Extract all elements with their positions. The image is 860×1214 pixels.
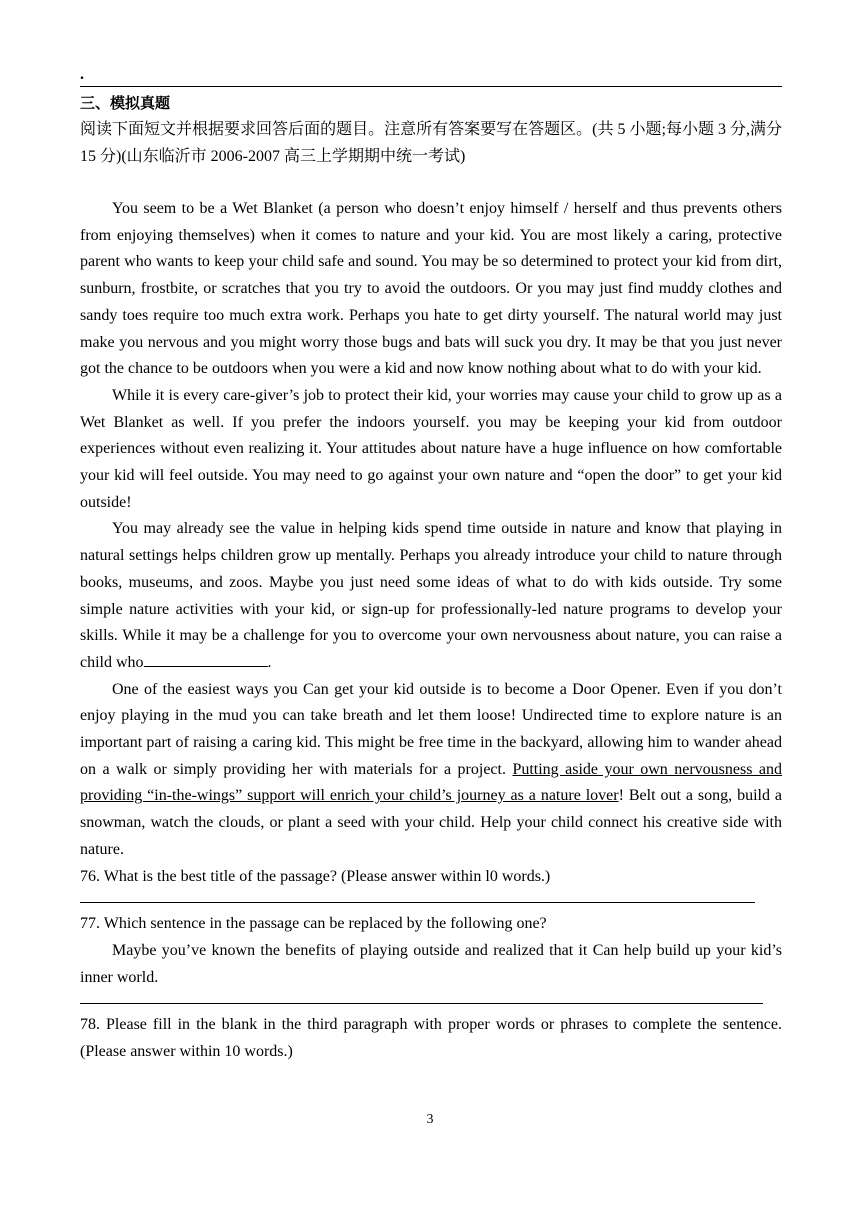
passage-paragraph-2: While it is every care-giver’s job to protect their kid, your worries may cause your child to grow up as a Wet Blanket as well. If you prefer the indoors yourself. you may be keeping your kid from outdoor experiences without even realizing it. Your attitudes about nature have a huge influence on how comfortable your kid will feel outside. You may need to go against your own nature and “open the door” to get your kid outside!: [80, 386, 782, 511]
passage-paragraph-4: [80, 677, 782, 864]
paragraph-4-text-a: One of the easiest ways you Can get your kid outside is to become a Door Opener. Even if you don’t enjoy playing in the mud you can take breath and let them loose! Undirected time to explore nature is an important part of raising a caring kid. This might be free time in the backyard, allowing him to wander ahead on a walk or simply providing her with materials for a project.: [80, 680, 782, 778]
question-77-quote: Maybe you’ve known the benefits of playing outside and realized that it Can help build up your kid’s inner world.: [80, 941, 782, 986]
fill-in-blank: [144, 652, 268, 667]
header-mark: .: [80, 66, 84, 83]
passage-paragraph-1: You seem to be a Wet Blanket (a person who doesn’t enjoy himself / herself and thus prevents others from enjoying themselves) when it comes to nature and your kid. You are most likely a caring, protective parent who wants to keep your child safe and sound. You may be so determined to protect your kid from dirt, sunburn, frostbite, or scratches that you try to avoid the outdoors. Or you may just find muddy clothes and sandy toes require too much extra work. Perhaps you hate to get dirty yourself. The natural world may just make you nervous and you might worry those bugs and bats will suck you dry. It may be that you just never got the chance to be outdoors when you were a kid and now know nothing about what to do with your kid.: [80, 200, 782, 378]
paragraph-3-text: You may already see the value in helping kids spend time outside in nature and know that playing in natural settings helps children grow up mentally. Perhaps you already introduce your child to nature through books, museums, and zoos. Maybe you just need some ideas of what to do with kids outside. Try some simple nature activities with your kid, or sign-up for professionally-led nature programs to develop your skills. While it may be a challenge for you to overcome your own nervousness about nature, you can raise a child who: [80, 520, 782, 671]
answer-line-77: [80, 991, 763, 1004]
answer-line-76: [80, 890, 755, 903]
question-76: 76. What is the best title of the passage? (Please answer within l0 words.): [80, 867, 551, 885]
header-rule: [80, 86, 782, 87]
page-number: 3: [426, 1112, 434, 1127]
passage-paragraph-3: [80, 516, 782, 676]
paragraph-4-text-b: ! Belt out a song, build a snowman, watch the clouds, or plant a seed with your child. Help your child connect his creative side with nature.: [80, 787, 783, 858]
question-77: 77. Which sentence in the passage can be replaced by the following one?: [80, 915, 547, 933]
section-instructions: 阅读下面短文并根据要求回答后面的题目。注意所有答案要写在答题区。(共 5 小题;每小题 3 分,满分 15 分)(山东临沂市 2006-2007 高三上学期期中统一考试): [80, 121, 782, 165]
paragraph-3-end: .: [267, 653, 272, 671]
underlined-sentence: Putting aside your own nervousness and providing “in-the-wings” support will enrich your child’s journey as a nature lover: [80, 760, 782, 805]
section-title: 三、模拟真题: [80, 94, 171, 112]
document-page: [80, 66, 782, 1066]
question-78: 78. Please fill in the blank in the third paragraph with proper words or phrases to complete the sentence. (Please answer within 10 words.): [80, 1016, 782, 1061]
spacer: [80, 170, 782, 196]
